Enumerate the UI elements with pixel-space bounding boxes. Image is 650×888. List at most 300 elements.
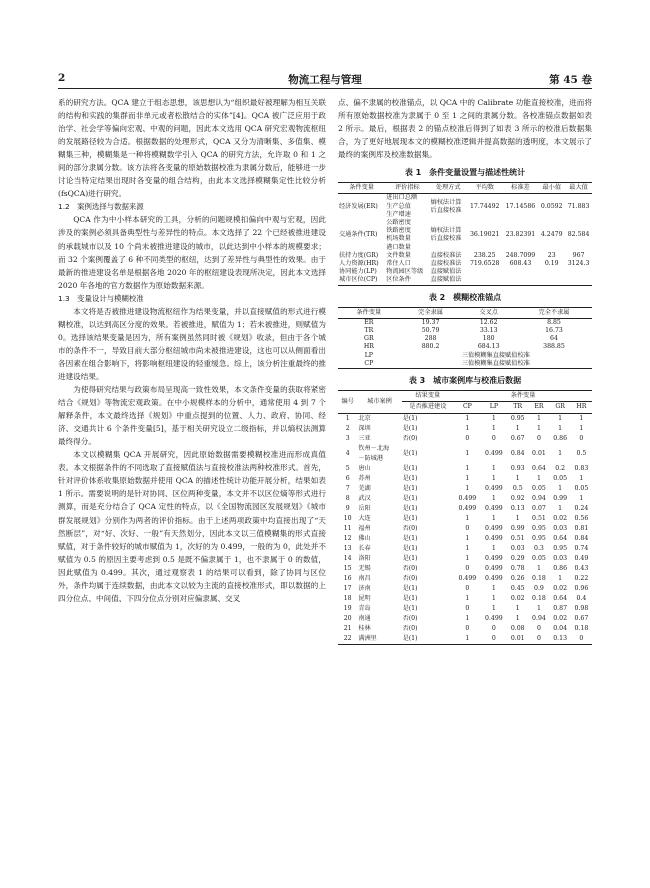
table3-caption: 表 3 城市案例库与校准后数据: [408, 376, 522, 386]
table-cell: 1: [579, 474, 584, 482]
page-number: 2: [58, 72, 66, 84]
table-cell: 3124.3: [567, 260, 590, 268]
table1: [338, 182, 592, 285]
table-cell: 福州: [358, 524, 371, 532]
table-cell: 0: [465, 524, 470, 532]
table-cell: 19.37: [421, 318, 440, 326]
table2: [338, 307, 592, 369]
table-cell: 4: [345, 449, 350, 457]
table-row: [338, 464, 592, 474]
table-cell: [565, 276, 592, 285]
table-cell: 深圳: [358, 424, 371, 432]
table-cell: 0.94: [532, 494, 546, 502]
table-header-cell: 完全不隶属: [516, 307, 592, 318]
table-cell: 0.99: [510, 524, 525, 532]
paragraph: 本文以模糊集 QCA 开展研究，因此原始数据需要模糊校准进而形成真值表。本文根据条件的不同选取了直接赋值法与直接校准法两种校准形式。首先，针对评价体系收集原始数据并使用 QCA 的描述性统计功能开展分析，结果如表 1 所示。需要说明的是针对协同、区位两种变量，本文并不以区位熵等形式进行测算，而是充分结合了 QCA 定性的特点，以《全国物流园区发展规划》《城市群发展规划》分别作为两者的评价指标。由于上述两项政策中均直接出现了“天然断层”，对“好、次好、一般”有天然划分，因此本文以三值模糊集的形式直接赋值，对于条件较好的城市赋值为 1，次好的为 0.499，一般的为 0，此处并不赋值为 0.5 的原因主要考虑到 0.5 是既不偏隶属于 1，也不隶属于 0 的数值，因此赋值为 0.499。其次，通过观察表 1 的结果可以看到，除了协同与区位外，条件均属于连续数据，由此本文以较为主流的直接校准形式，即以数据的上四分位点、中间值、下四分位点分别对应偏隶属、交叉: [58, 450, 326, 603]
table-cell: 佛山: [358, 534, 371, 542]
table-row: [338, 594, 592, 604]
table-cell: 0.81: [574, 524, 589, 532]
table-cell: 0: [536, 624, 541, 632]
table-row: [338, 514, 592, 524]
table-cell: 0.0592: [540, 202, 563, 210]
table-cell: 文件数量: [386, 251, 411, 259]
table-cell: 城市区位(CP): [338, 276, 385, 285]
table-cell: 直接赋值法: [430, 276, 467, 285]
table-cell: 1: [491, 464, 496, 472]
table-cell: 满洲里: [357, 634, 401, 645]
table-header-cell: 编号: [338, 391, 357, 413]
table-cell: 9: [345, 504, 350, 512]
table-cell: 36.19021: [469, 231, 500, 239]
table-cell: 直接赋值法: [430, 268, 462, 276]
table-cell: 23.82391: [505, 231, 536, 239]
paragraph: QCA 作为中小样本研究的工具，分析的问题规模扣偏向中观与宏观，因此涉及的案例必须具备典型性与差异性的特点。本文选择了 22 个已经被推进建设的承载城市以及 10 个尚未被推进建设的城市，以此达到中小样本的规模要求；而 32 个案例覆盖了 6 种不同类型的枢纽，达到了差异性与典型性的效果。由于最新的推进建设名单是根据各地 2020 年的枢纽建设表现所决定，因此本文选择 2020 年各地的官方数据作为原始数据来源。: [58, 215, 326, 290]
table-cell: 是(1): [402, 554, 418, 562]
table-cell: 0: [481, 634, 508, 645]
table-row: [338, 524, 592, 534]
table-cell: 1: [491, 494, 496, 502]
table-cell: 6: [345, 474, 350, 482]
table-cell: 0.08: [510, 624, 525, 632]
table-cell: 0.84: [510, 449, 525, 457]
table-cell: 0.64: [553, 534, 568, 542]
table-cell: LP: [364, 351, 373, 359]
table-row: [338, 634, 592, 645]
table-cell: 1: [465, 534, 470, 542]
table-cell: 是(1): [402, 484, 418, 492]
table-cell: 交通条件(TR): [339, 231, 378, 239]
table-cell: 桂林: [358, 624, 371, 632]
table-cell: 是(1): [402, 449, 418, 457]
table-header-cell: 完全隶属: [400, 307, 462, 318]
table-cell: TR: [364, 327, 374, 335]
right-column: [338, 96, 592, 645]
table-cell: 是(1): [402, 424, 418, 432]
table-cell: 区位条件: [385, 276, 429, 285]
table-cell: 物流园区等级: [386, 268, 424, 276]
table-cell: 大连: [358, 514, 371, 522]
table-cell: 直接校准法: [430, 260, 462, 268]
table-header-cell: LP: [481, 402, 508, 413]
table-cell: 0.83: [574, 464, 589, 472]
table-cell: [538, 268, 565, 276]
table-cell: 0: [465, 584, 470, 592]
table-header-cell: 平均数: [467, 183, 503, 194]
table-cell: 1: [465, 464, 470, 472]
table-cell: 17.74492: [469, 202, 500, 210]
table-header-cell: 标准差: [503, 183, 539, 194]
table-row: [338, 327, 592, 335]
table-cell: 直接校准法: [430, 251, 462, 259]
table-cell: 1: [558, 449, 563, 457]
table-cell: 11: [343, 524, 352, 532]
table-cell: ER: [364, 318, 374, 326]
table-cell: 14: [343, 554, 352, 562]
table-cell: 0.13: [550, 634, 571, 645]
volume-label: 第 45 卷: [549, 74, 592, 86]
table-cell: 1: [515, 514, 520, 522]
table-cell: 否(0): [402, 614, 418, 622]
table-row: [338, 574, 592, 584]
table-cell: 苏州: [358, 474, 371, 482]
table-cell: 0.499: [458, 504, 477, 512]
table-header-cell: 条件变量: [338, 183, 385, 194]
table-cell: 608.43: [509, 260, 532, 268]
table-cell: 1: [536, 414, 541, 422]
table-cell: 0.499: [485, 534, 503, 542]
table-cell: 1: [465, 414, 470, 422]
paragraph: 为使得研究结果与政策布局呈现高一致性效果，本文条件变量的获取将紧密结合《规划》等物流宏观政策。在中小规模样本的分析中，通常使用 4 到 7 个解释条件，本文最终选择《规划》中重点提到的位置、人力、政府、协同、经济、交通共计 6 个条件变量[5]，基于相关研究设立二级指标，并以熵权法测算最终得分。: [58, 385, 326, 447]
table-row: [338, 444, 592, 464]
table-cell: 880.2: [421, 343, 440, 351]
table-cell: 23: [547, 251, 556, 259]
table-cell: 钦州－北海 －防城港: [358, 444, 390, 462]
table-cell: 0.99: [553, 494, 568, 502]
table-header-cell: 是否推进建设: [402, 402, 455, 413]
table-cell: 1: [465, 449, 470, 457]
table-cell: 0.49: [574, 554, 589, 562]
table-cell: 0: [465, 604, 470, 612]
page-header: [58, 72, 592, 86]
table-cell: [565, 268, 592, 276]
table-cell: 是(1): [402, 414, 418, 422]
table-cell: 1: [558, 484, 563, 492]
table-cell: 0.05: [553, 474, 568, 482]
table-cell: 0.96: [574, 584, 589, 592]
table-cell: 71.883: [567, 202, 590, 210]
table-row: [338, 484, 592, 494]
table-cell: 0.499: [485, 504, 503, 512]
table-header-cell: 交叉点: [461, 307, 516, 318]
table-cell: 0.9: [534, 584, 544, 592]
table-row: [338, 434, 592, 444]
table-cell: 0.22: [574, 574, 589, 582]
table-cell: 0.499: [485, 524, 503, 532]
table-cell: 0.45: [510, 584, 525, 592]
table-cell: 经济发展(ER): [339, 202, 378, 210]
table-cell: 2: [345, 424, 350, 432]
table-header-cell: 最大值: [565, 183, 592, 194]
table-cell: 1: [536, 564, 541, 572]
table-cell: 0.18: [532, 594, 546, 602]
table-cell: 64: [550, 335, 558, 343]
paragraph: 点、偏不隶属的校准锚点，以 QCA 中的 Calibrate 功能直接校准，进而将所有原始数据校准为隶属于 0 至 1 之间的隶属分数。各校准锚点数据如表 2 所示。最后，根据表 2 的锚点校准后得到了如表 3 所示的校准后数据集合，为了更好地展现本文的模糊校准逻辑并提高数据的透明度，本文展示了最终的案例库及校准数据集。: [338, 98, 592, 160]
table-cell: 1: [515, 424, 520, 432]
table-cell: 0.03: [510, 544, 525, 552]
table-cell: 1: [465, 474, 470, 482]
table-cell: 南通: [358, 614, 371, 622]
table-cell: 0.86: [553, 564, 568, 572]
table-cell: 0.4: [576, 594, 587, 602]
table-row: [338, 360, 592, 369]
table-cell: 否(0): [402, 434, 418, 442]
table-cell: 1: [515, 614, 520, 622]
table-cell: 三值模糊集直接赋值校准: [400, 360, 592, 369]
table-header-cell: CP: [454, 402, 481, 413]
table-header-cell: ER: [528, 402, 549, 413]
table-cell: 武汉: [358, 494, 371, 502]
table-cell: 是(1): [402, 634, 455, 645]
table-cell: 0: [536, 434, 541, 442]
left-column: [58, 96, 326, 605]
table-row: [338, 474, 592, 484]
table-cell: 1: [491, 414, 496, 422]
section-heading: 1.2 案例选择与数据来源: [58, 202, 144, 212]
table-cell: 0.87: [553, 604, 568, 612]
table-cell: 是(1): [402, 464, 418, 472]
table-cell: 1: [558, 574, 563, 582]
table-cell: [503, 268, 539, 276]
table-cell: 1: [579, 424, 584, 432]
table-cell: 20: [343, 614, 352, 622]
table-cell: 0.51: [510, 534, 525, 542]
table2-caption: 表 2 模糊校准锚点: [428, 292, 502, 302]
table-cell: 1: [491, 424, 496, 432]
table-cell: GR: [364, 335, 374, 343]
table-cell: 公路密度 铁路密度 机场数量 港口数量: [386, 219, 411, 251]
table-cell: 12.62: [479, 318, 498, 326]
table-cell: 1: [536, 604, 541, 612]
table-cell: 7: [345, 484, 350, 492]
table-cell: 0.5: [576, 449, 587, 457]
table-cell: 0.24: [574, 504, 589, 512]
table-cell: 3: [345, 434, 350, 442]
table-cell: 17.14586: [505, 202, 536, 210]
table-cell: 1: [558, 414, 563, 422]
table-cell: 1: [465, 614, 470, 622]
table-cell: 济南: [358, 584, 371, 592]
table-cell: 人力资源(HR): [339, 260, 379, 268]
table-cell: 0: [528, 634, 549, 645]
table-cell: 0: [465, 624, 470, 632]
table-cell: 82.584: [567, 231, 590, 239]
table-row: [338, 335, 592, 343]
table-cell: 0.51: [532, 514, 546, 522]
table-row: [338, 252, 592, 260]
table-cell: 无锡: [358, 564, 371, 572]
table-cell: 33.13: [479, 327, 498, 335]
table-cell: 0.499: [485, 564, 503, 572]
table-cell: 0.05: [532, 484, 546, 492]
table-cell: 21: [343, 624, 352, 632]
table-cell: 芜湖: [358, 484, 371, 492]
table-cell: 常住人口: [386, 260, 411, 268]
table-header-cell: 处理方式: [430, 183, 467, 194]
table-cell: 8.85: [547, 318, 561, 326]
table-cell: 1: [491, 514, 496, 522]
table-header-cell: TR: [507, 402, 528, 413]
table-cell: 288: [424, 335, 437, 343]
paragraph: 系的研究方法。QCA 建立于组态思想，该思想认为“组织最好被理解为相互关联的结构和实践的集群而非单元或者松散结合的实体”[4]。QCA 被广泛应用于政治学、社会学等偏向宏观、中观的问题，因此本文选用 QCA 研究宏观物流枢纽的发展路径较为合适。根据数据的处理形式，QCA 又分为清晰集、多值集、模糊集三种，模糊集是一种将模糊数学引入 QCA 的研究方法，允许取 0 和 1 之间的部分隶属分数。该方法将各变量的原始数据校准为隶属分数后，能够进一步讨论当特定结果出现时各变量的组合结构，由此本文选择模糊集定性比较分析(fsQCA)进行研究。: [58, 98, 326, 199]
table-cell: HR: [363, 343, 374, 351]
table-cell: 12: [343, 534, 352, 542]
table-cell: 青岛: [358, 604, 371, 612]
table-cell: 是(1): [402, 474, 418, 482]
paragraph: 本文将是否被推进建设物流枢纽作为结果变量，并以直接赋值的形式进行模糊校准，以达到高区分度的效果。若被推进，赋值为 1；若未被推进，则赋值为 0。选择该结果变量是因为，所有案例虽然同时被《规划》收录，但由于各个城市的条件不一，导致目前大部分枢纽城市尚未被推进建设，这也可以从侧面看出各因素在组合影响下，将影响枢纽建设的轻重缓急。综上，该分析注重最终的推进建设结果。: [58, 306, 326, 381]
table-cell: 熵权法计算 后直接校准: [430, 198, 462, 214]
table-cell: 是(1): [402, 534, 418, 542]
table-cell: 岳阳: [358, 504, 371, 512]
table-header-cell: 结果变量: [402, 391, 455, 402]
table-cell: 是(1): [402, 594, 418, 602]
table-cell: 0.01: [507, 634, 528, 645]
table-row: [338, 219, 592, 252]
journal-title: 物流工程与管理: [288, 74, 362, 86]
table-cell: [503, 276, 539, 285]
table-cell: 是(1): [402, 504, 418, 512]
table-row: [338, 534, 592, 544]
table-header-cell: HR: [571, 402, 592, 413]
table-cell: 1: [558, 424, 563, 432]
table-cell: 16: [343, 574, 352, 582]
table-cell: 0.499: [458, 574, 477, 582]
table-cell: 0.07: [532, 504, 546, 512]
table-cell: 0.98: [574, 604, 589, 612]
table-cell: 否(0): [402, 564, 418, 572]
table-cell: 0.05: [532, 554, 546, 562]
table-cell: 1: [491, 594, 496, 602]
table-cell: 1: [465, 424, 470, 432]
table-cell: 0.04: [553, 624, 568, 632]
table-cell: 0.05: [574, 484, 589, 492]
table-cell: 0.13: [510, 504, 525, 512]
table-cell: 0.95: [510, 414, 525, 422]
table-cell: 16.73: [545, 327, 563, 335]
table-cell: 0.499: [485, 484, 503, 492]
table-cell: 扶持力度(GR): [339, 251, 379, 259]
table-cell: 三亚: [358, 434, 371, 442]
table-cell: 进出口总额 生产总值 生产增速: [386, 194, 418, 218]
table-header-cell: 城市案例: [357, 391, 401, 413]
table-row: [338, 276, 592, 285]
table-cell: 0: [579, 434, 584, 442]
table-cell: 719.6528: [469, 260, 500, 268]
table-cell: 0.74: [574, 544, 589, 552]
table-cell: 10: [343, 514, 352, 522]
table-cell: 1: [465, 544, 470, 552]
table-cell: 684.13: [477, 343, 500, 351]
table-cell: [467, 268, 503, 276]
table-cell: 0.499: [485, 614, 503, 622]
table-cell: 17: [343, 584, 352, 592]
table-cell: 长春: [358, 544, 371, 552]
table-cell: 南昌: [358, 574, 371, 582]
table-cell: 0.86: [553, 434, 568, 442]
table-row: [338, 614, 592, 624]
table-cell: [538, 276, 565, 285]
table-row: [338, 564, 592, 574]
table-cell: 0: [491, 624, 496, 632]
table-cell: 1: [465, 594, 470, 602]
table-cell: 0.3: [534, 544, 544, 552]
table-cell: 是(1): [402, 544, 418, 552]
table-cell: 5: [345, 464, 350, 472]
table-cell: 1: [491, 604, 496, 612]
table-cell: 0.499: [485, 449, 503, 457]
table-cell: 1: [579, 414, 584, 422]
table-cell: 0.02: [510, 594, 525, 602]
table-cell: 0.95: [532, 524, 546, 532]
table-cell: 1: [536, 424, 541, 432]
table-cell: 0.18: [532, 574, 546, 582]
table-cell: 4.2479: [540, 231, 563, 239]
table-cell: 洛阳: [358, 554, 371, 562]
table-cell: 0.78: [510, 564, 525, 572]
table-cell: [467, 276, 503, 285]
table-row: [338, 584, 592, 594]
table-cell: 238.25: [473, 251, 496, 259]
table-cell: 0.01: [532, 449, 546, 457]
table-cell: 熵权法计算 后直接校准: [430, 227, 462, 243]
table-cell: 是(1): [402, 494, 418, 502]
table-cell: 否(0): [402, 524, 418, 532]
table-cell: 是(1): [402, 604, 418, 612]
table-cell: 0.95: [553, 544, 568, 552]
table1-caption: 表 1 条件变量设置与描述性统计: [404, 168, 526, 178]
table-cell: 0: [465, 434, 470, 442]
table-cell: 1: [345, 414, 350, 422]
table-cell: 三值模糊集直接赋值校准: [461, 351, 530, 359]
table-cell: 0.499: [485, 554, 503, 562]
table-cell: 1: [491, 474, 496, 482]
table-cell: 0: [491, 434, 496, 442]
table-cell: 0.5: [512, 484, 523, 492]
table-cell: 0.499: [485, 574, 503, 582]
table-cell: 0.92: [510, 494, 525, 502]
table-cell: 0.67: [510, 434, 525, 442]
table-cell: 1: [558, 504, 563, 512]
table-cell: 是(1): [402, 514, 418, 522]
table-header-cell: 条件变量: [454, 391, 592, 402]
table-header-cell: 评价指标: [385, 183, 429, 194]
table-cell: 1: [491, 544, 496, 552]
table-cell: 1: [579, 494, 584, 502]
table-cell: 1: [491, 584, 496, 592]
table-cell: 0.19: [544, 260, 559, 268]
table-cell: 0.499: [458, 494, 477, 502]
table-row: [338, 624, 592, 634]
table-cell: 13: [343, 544, 352, 552]
table-row: [338, 604, 592, 614]
table-cell: 0.18: [574, 624, 589, 632]
table-cell: 1: [465, 514, 470, 522]
table-row: [338, 318, 592, 327]
table-cell: 0.02: [553, 514, 568, 522]
table-cell: 0.2: [555, 464, 566, 472]
table-cell: 0.03: [553, 524, 568, 532]
table-row: [338, 352, 592, 360]
table-cell: 昆明: [358, 594, 371, 602]
table-cell: 0.29: [510, 554, 525, 562]
table-cell: 0.67: [574, 614, 589, 622]
table-row: [338, 194, 592, 219]
table-cell: 0.56: [574, 514, 589, 522]
table-cell: 0.02: [553, 584, 568, 592]
table-cell: 否(0): [402, 624, 418, 632]
table-cell: 协同能力(LP): [339, 268, 377, 276]
table-cell: 388.85: [543, 343, 565, 351]
table-cell: 0.26: [510, 574, 525, 582]
table-header-cell: GR: [550, 402, 571, 413]
table-row: [338, 504, 592, 514]
table-cell: 1: [454, 634, 481, 645]
table-cell: 0.43: [574, 564, 589, 572]
table-cell: CP: [338, 360, 400, 369]
table-row: [338, 413, 592, 424]
table-cell: 1: [515, 604, 520, 612]
table-cell: 1: [536, 474, 541, 482]
section-heading: 1.3 变量设计与模糊校准: [58, 293, 144, 303]
